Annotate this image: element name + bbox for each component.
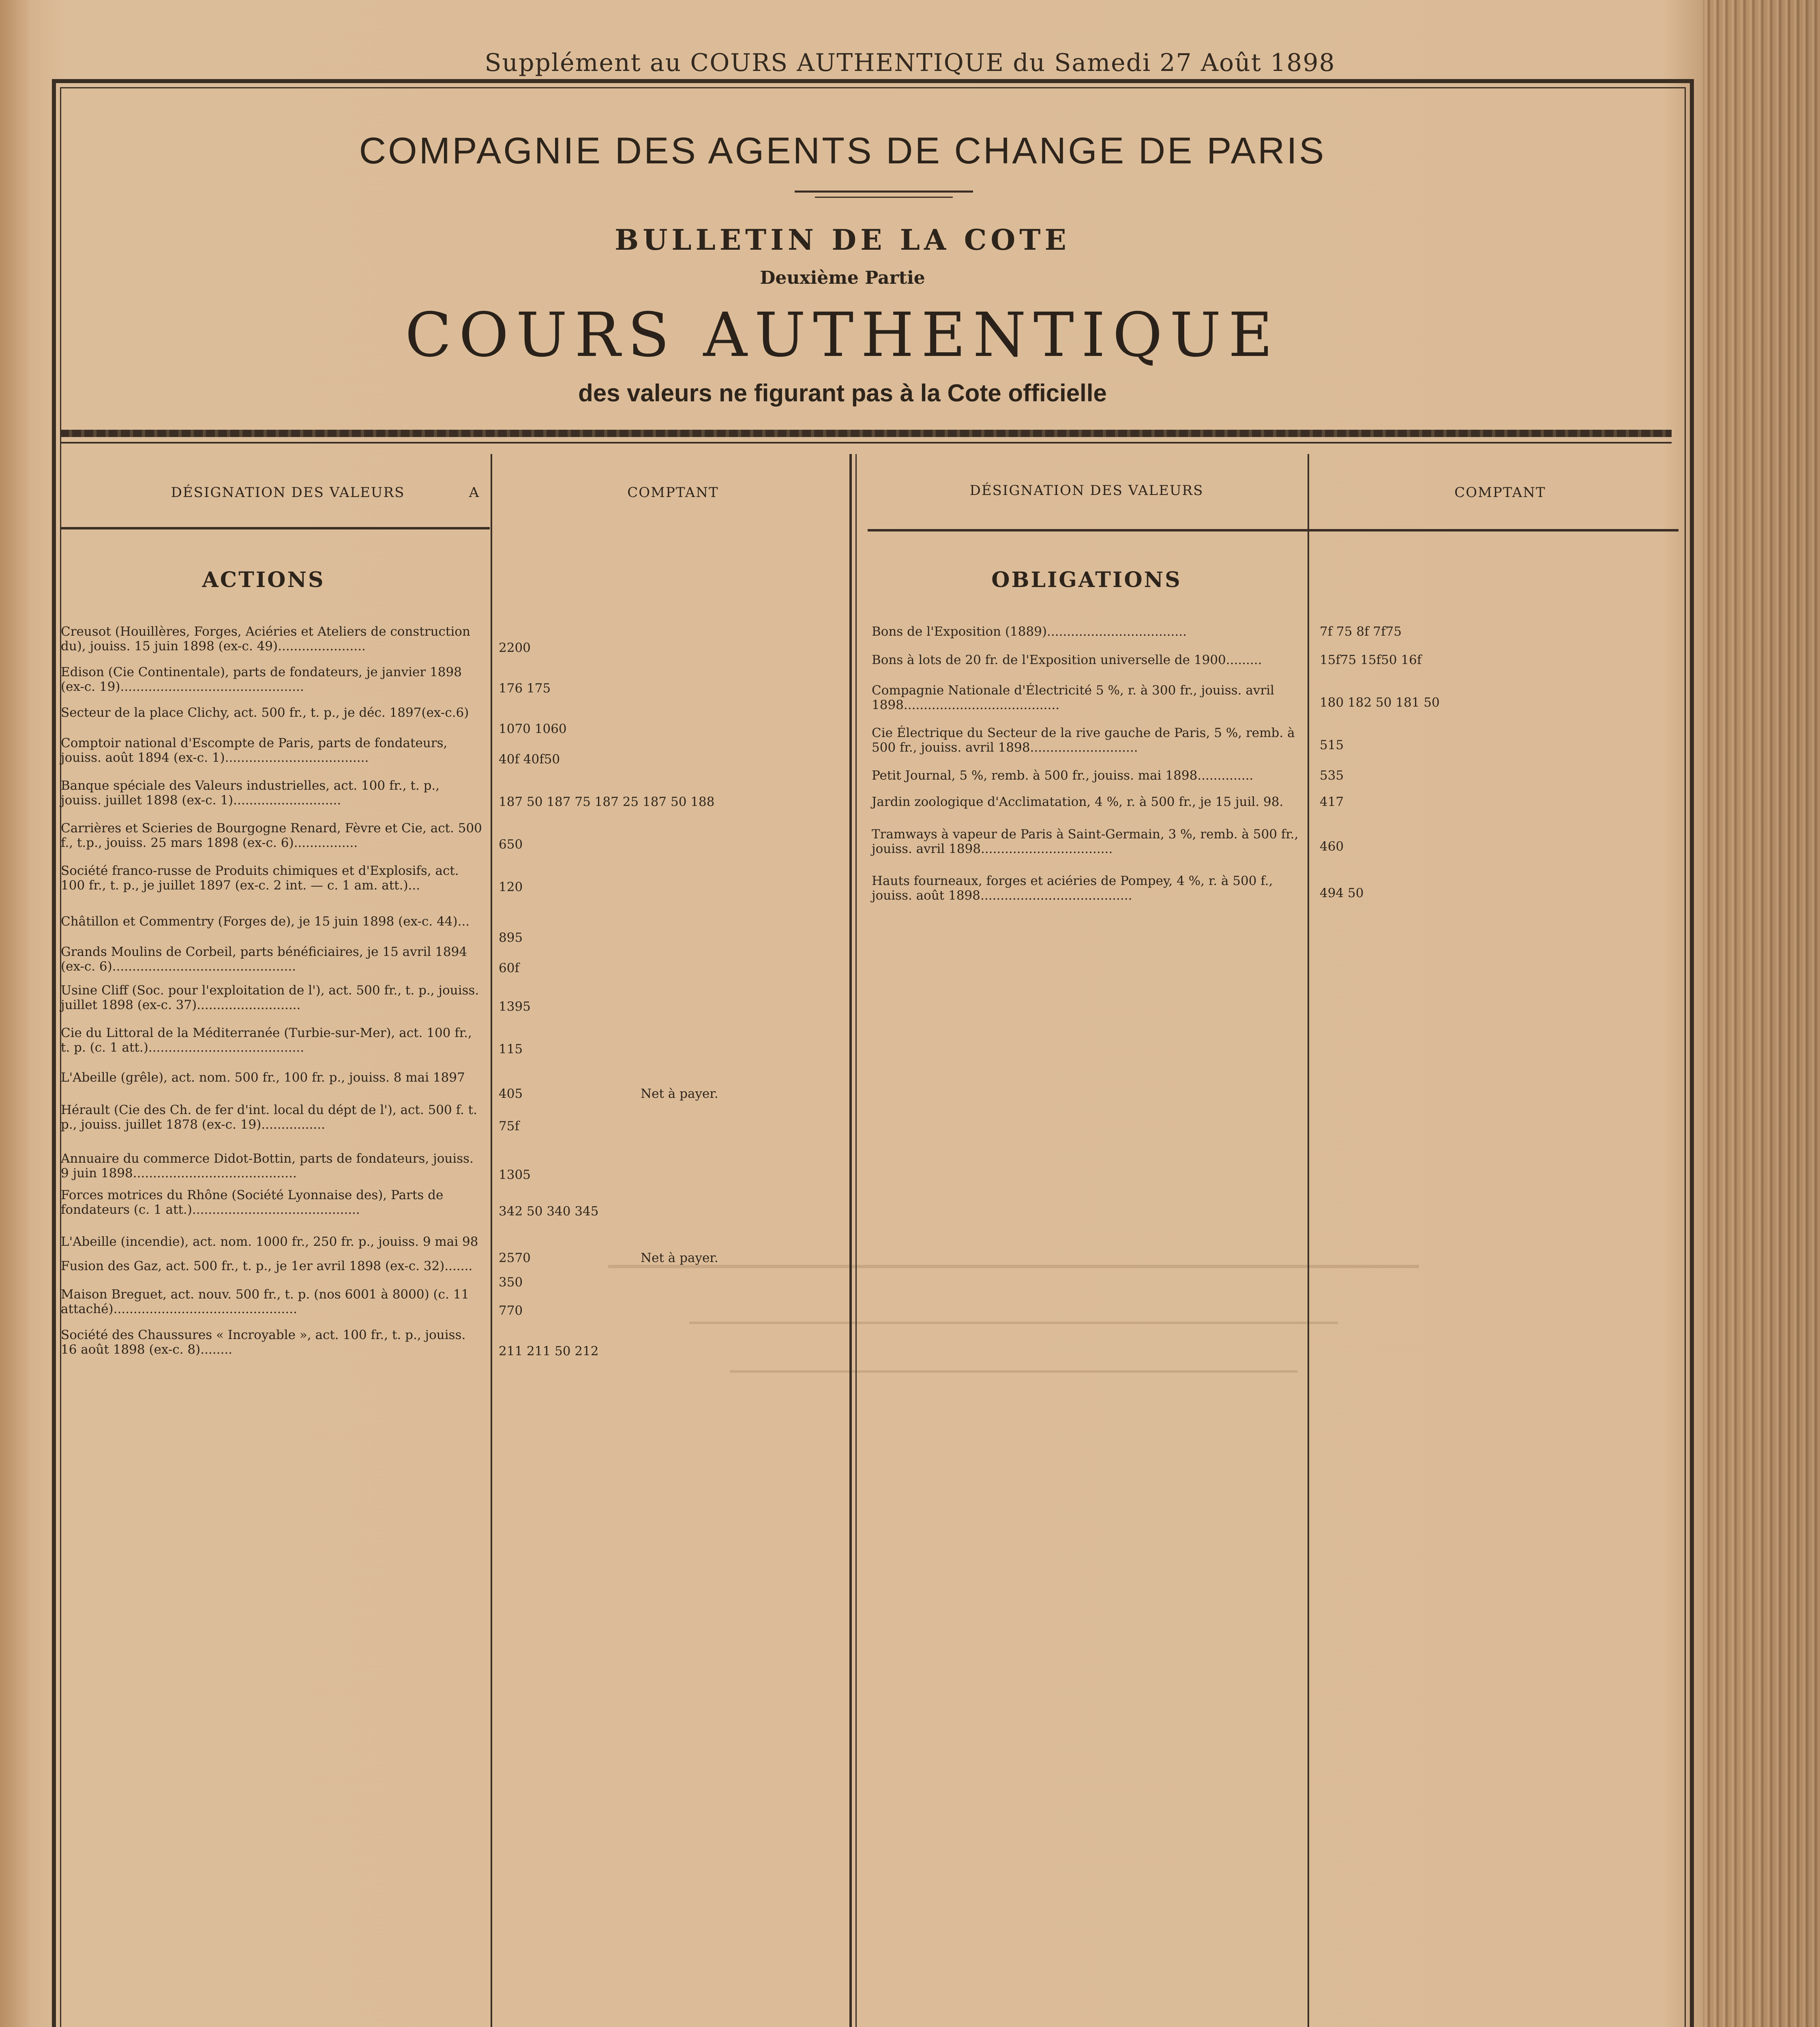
actions-row-name: Fusion des Gaz, act. 500 fr., t. p., je 1er avril 1898 (ex-c. 32).......: [61, 1259, 473, 1273]
obligations-row-name: Petit Journal, 5 %, remb. à 500 fr., jouiss. mai 1898..............: [872, 768, 1254, 783]
section-obligations: OBLIGATIONS: [991, 568, 1182, 592]
actions-row-name: Secteur de la place Clichy, act. 500 fr., t. p., je déc. 1897(ex-c.6): [61, 705, 469, 720]
main-title: COURS AUTHENTIQUE: [405, 300, 1280, 371]
page-edges: [1703, 0, 1820, 2027]
show-through-decoration: [608, 1241, 1419, 1451]
obligations-row-value: 180 182 50 181 50: [1320, 695, 1440, 710]
obligations-row-value: 460: [1320, 839, 1344, 854]
actions-row-name: Edison (Cie Continentale), parts de fondateurs, je janvier 1898 (ex-c. 19)..............................................: [61, 665, 462, 694]
obligations-row-name: Compagnie Nationale d'Électricité 5 %, r. à 300 fr., jouiss. avril 1898.......................................: [872, 683, 1274, 712]
actions-row-name: Creusot (Houillères, Forges, Aciéries et Ateliers de construction du), jouiss. 15 juin 1898 (ex-c. 49)......................: [61, 624, 470, 654]
actions-row-name: L'Abeille (grêle), act. nom. 500 fr., 100 fr. p., jouiss. 8 mai 1897: [61, 1070, 465, 1085]
actions-row-name: Société des Chaussures « Incroyable », act. 100 fr., t. p., jouiss. 16 août 1898 (ex-c. 8)........: [61, 1328, 466, 1357]
actions-row-value: 211 211 50 212: [499, 1344, 599, 1358]
actions-row-value: 120: [499, 880, 523, 894]
title-rule: [795, 191, 973, 193]
col-divider-1: [491, 454, 492, 2027]
subtitle: des valeurs ne figurant pas à la Cote officielle: [578, 379, 1107, 407]
actions-row-name: Forces motrices du Rhône (Société Lyonnaise des), Parts de fondateurs (c. 1 att.)..........................................: [61, 1188, 444, 1217]
actions-row-value: 40f 40f50: [499, 752, 560, 767]
obligations-row-value: 7f 75 8f 7f75: [1320, 624, 1402, 639]
col-comptant-left: COMPTANT: [627, 484, 719, 501]
section-actions: ACTIONS: [202, 568, 325, 592]
header-underline-right: [868, 529, 1679, 531]
binding-spine: [0, 0, 28, 2027]
obligations-row-value: 417: [1320, 795, 1344, 809]
col-divider-2b: [855, 454, 857, 2027]
actions-row-name: Châtillon et Commentry (Forges de), je 15 juin 1898 (ex-c. 44)...: [61, 914, 470, 929]
obligations-row-value: 535: [1320, 768, 1344, 783]
actions-row-value: 75f: [499, 1119, 519, 1133]
obligations-row-name: Bons à lots de 20 fr. de l'Exposition universelle de 1900.........: [872, 653, 1262, 667]
obligations-row-value: 15f75 15f50 16f: [1320, 653, 1422, 667]
actions-row-value: 1070 1060: [499, 722, 567, 736]
actions-row-name: Banque spéciale des Valeurs industrielles, act. 100 fr., t. p., jouiss. juillet 1898 (ex-c. 1)...........................: [61, 778, 440, 808]
actions-row-value: 405: [499, 1086, 523, 1101]
col-divider-2: [849, 454, 852, 2027]
obligations-row-name: Bons de l'Exposition (1889)...................................: [872, 624, 1187, 639]
actions-row-name: Grands Moulins de Corbeil, parts bénéficiaires, je 15 avril 1894 (ex-c. 6)..............................................: [61, 945, 467, 974]
obligations-row-name: Tramways à vapeur de Paris à Saint-Germain, 3 %, remb. à 500 fr., jouiss. avril 1898.................................: [872, 827, 1299, 856]
actions-row-name: Hérault (Cie des Ch. de fer d'int. local du dépt de l'), act. 500 f. t. p., jouiss. juillet 1878 (ex-c. 19)................: [61, 1103, 477, 1132]
actions-row-name: Comptoir national d'Escompte de Paris, parts de fondateurs, jouiss. août 1894 (ex-c. 1)....................................: [61, 736, 448, 765]
obligations-row-name: Hauts fourneaux, forges et aciéries de Pompey, 4 %, r. à 500 f., jouiss. août 1898......................................: [872, 874, 1273, 903]
actions-row-value: 770: [499, 1303, 523, 1318]
actions-row-value: 895: [499, 930, 523, 945]
actions-row-value: 187 50 187 75 187 25 187 50 188: [499, 795, 715, 809]
col-designation-right: DÉSIGNATION DES VALEURS: [969, 482, 1204, 499]
show-through-marks: [608, 1241, 1419, 1451]
col-marker-left: A: [469, 484, 480, 501]
actions-row-value: 115: [499, 1042, 523, 1056]
obligations-row-value: 515: [1320, 738, 1344, 752]
col-comptant-right: COMPTANT: [1454, 484, 1546, 501]
obligations-row-name: Cie Électrique du Secteur de la rive gauche de Paris, 5 %, remb. à 500 fr., jouiss. avril 1898...........................: [872, 726, 1295, 755]
col-designation-left: DÉSIGNATION DES VALEURS: [171, 484, 405, 501]
actions-row-name: Annuaire du commerce Didot-Bottin, parts de fondateurs, jouiss. 9 juin 1898.........................................: [61, 1151, 474, 1181]
header-rule-thick: [60, 430, 1672, 437]
obligations-row-name: Jardin zoologique d'Acclimatation, 4 %, r. à 500 fr., je 15 juil. 98.: [872, 795, 1284, 809]
actions-row-name: Maison Breguet, act. nouv. 500 fr., t. p. (nos 6001 à 8000) (c. 11 attaché)..............................................: [61, 1287, 469, 1316]
title-rule-2: [815, 197, 953, 198]
actions-row-value: 2570: [499, 1251, 531, 1265]
actions-row-value: 1305: [499, 1168, 531, 1182]
actions-row-note: Net à payer.: [641, 1086, 718, 1101]
actions-row-value: 350: [499, 1275, 523, 1290]
supplement-line: Supplément au COURS AUTHENTIQUE du Samedi 27 Août 1898: [484, 49, 1336, 77]
header-underline-left: [60, 527, 490, 529]
actions-row-value: 342 50 340 345: [499, 1204, 599, 1219]
part-label: Deuxième Partie: [760, 268, 925, 288]
actions-row-value: 650: [499, 837, 523, 852]
actions-row-name: Usine Cliff (Soc. pour l'exploitation de l'), act. 500 fr., t. p., jouiss. juillet 1898 (ex-c. 37)..........................: [61, 983, 479, 1012]
header-rule-thin: [60, 442, 1672, 444]
actions-row-value: 2200: [499, 641, 531, 655]
bulletin-title: BULLETIN DE LA COTE: [615, 223, 1070, 257]
actions-row-name: Cie du Littoral de la Méditerranée (Turbie-sur-Mer), act. 100 fr., t. p. (c. 1 att.).......................................: [61, 1026, 472, 1055]
actions-row-value: 60f: [499, 961, 519, 975]
actions-row-name: Société franco-russe de Produits chimiques et d'Explosifs, act. 100 fr., t. p., je juillet 1897 (ex-c. 2 int. — c. 1 am. att.)...: [61, 864, 459, 893]
obligations-row-value: 494 50: [1320, 886, 1364, 900]
company-title: COMPAGNIE DES AGENTS DE CHANGE DE PARIS: [359, 130, 1326, 171]
actions-row-note: Net à payer.: [641, 1251, 718, 1265]
actions-row-name: Carrières et Scieries de Bourgogne Renard, Fèvre et Cie, act. 500 f., t.p., jouiss. 25 mars 1898 (ex-c. 6)................: [61, 821, 482, 850]
actions-row-value: 1395: [499, 999, 531, 1014]
actions-row-name: L'Abeille (incendie), act. nom. 1000 fr., 250 fr. p., jouiss. 9 mai 98: [61, 1234, 478, 1249]
inner-frame: [60, 87, 1686, 2027]
col-divider-3: [1308, 454, 1309, 2027]
actions-row-value: 176 175: [499, 681, 551, 696]
